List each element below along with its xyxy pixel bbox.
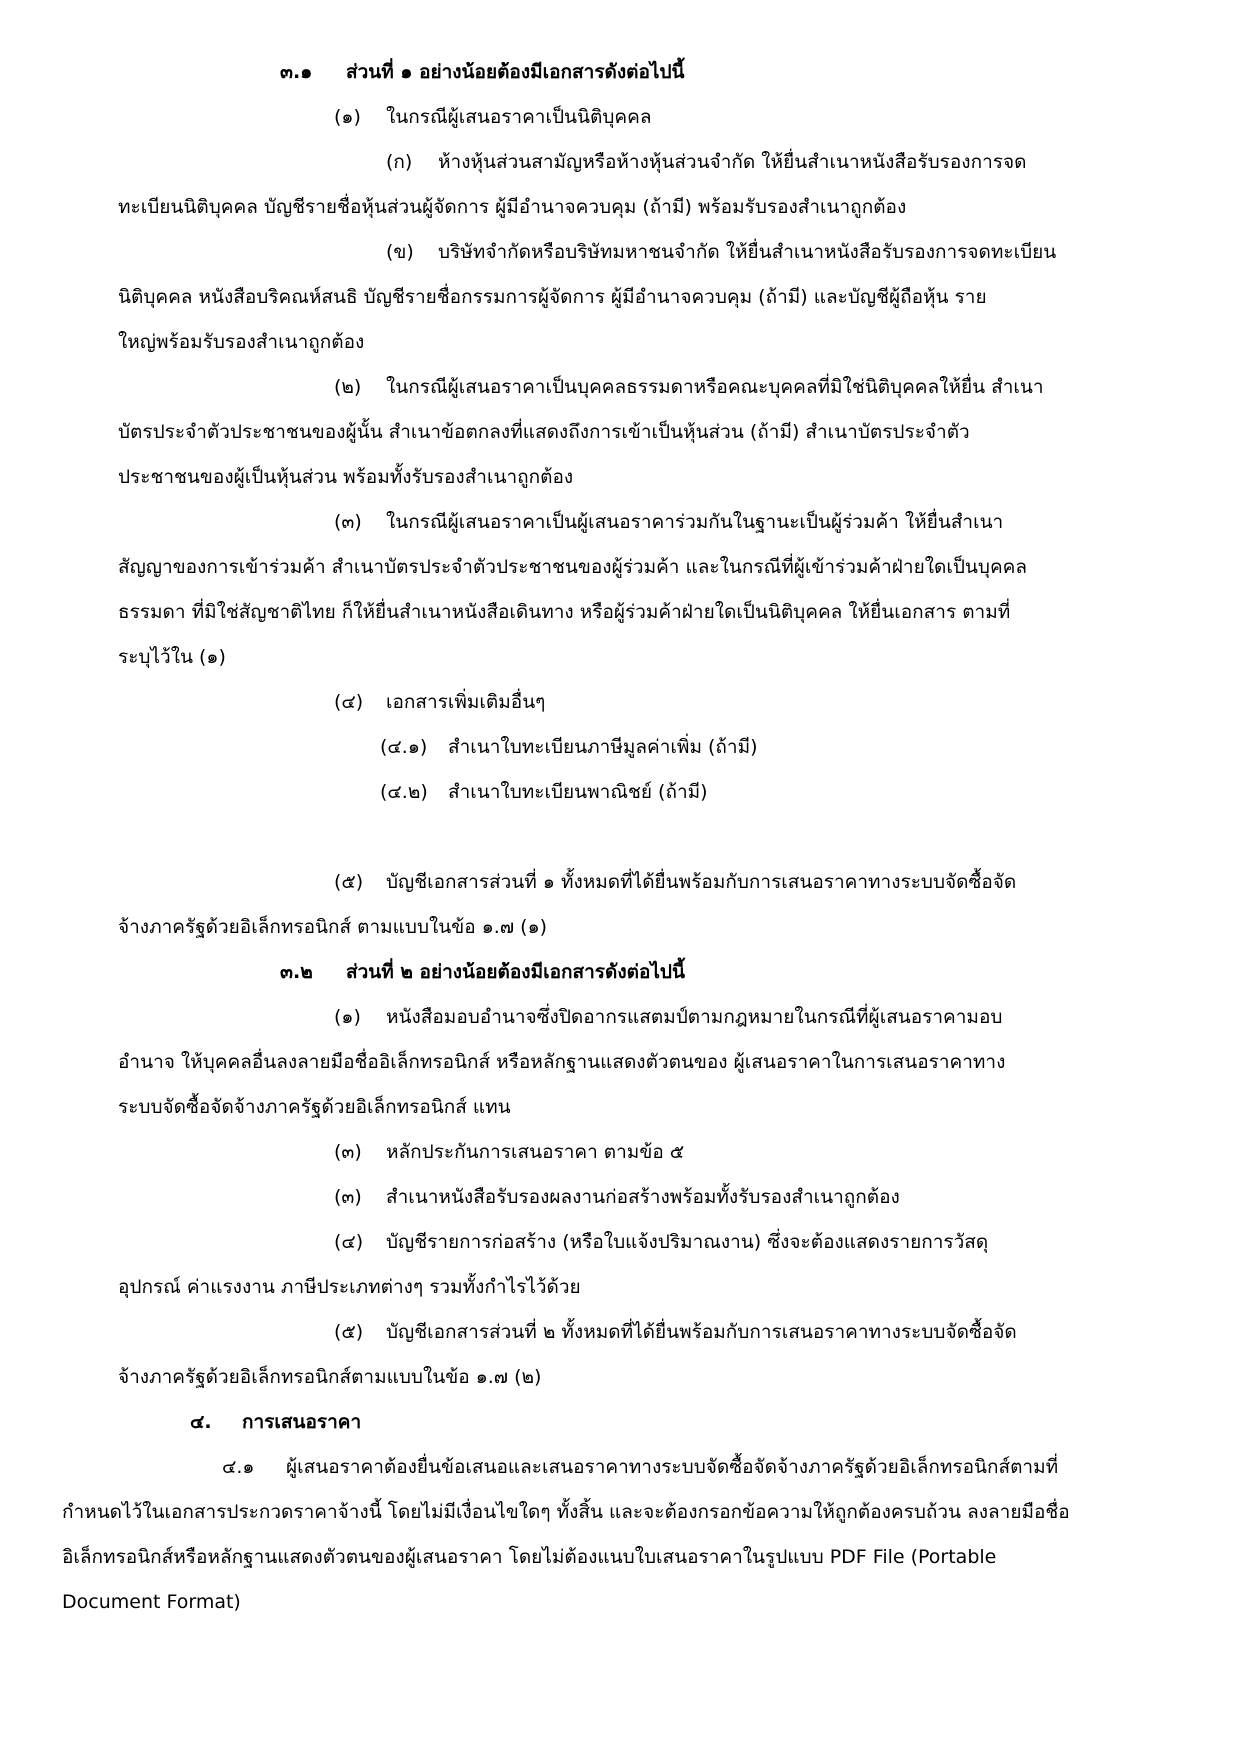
item-number: (๔) xyxy=(334,691,364,713)
item-3-2-3 xyxy=(334,1183,900,1211)
item-number: (๔.๒) xyxy=(380,781,428,803)
item-3-1-3-line-3: ธรรมดา ที่มิใช่สัญชาติไทย ก็ให้ยื่นสำเนาหนังสือเดินทาง หรือผู้ร่วมค้าฝ่ายใดเป็นนิติบุคคล ให้ยื่นเอกสาร ตามที่ xyxy=(118,601,1011,623)
section-number: ๓.๑ xyxy=(280,61,313,83)
item-text: บัญชีเอกสารส่วนที่ ๑ ทั้งหมดที่ได้ยื่นพร้อมกับการเสนอราคาทางระบบจัดซื้อจัด xyxy=(386,871,1017,893)
item-text: สำเนาใบทะเบียนภาษีมูลค่าเพิ่ม (ถ้ามี) xyxy=(448,736,758,758)
item-number: (๓) xyxy=(334,1186,362,1208)
item-3-1-5-line-1 xyxy=(334,868,1016,896)
paragraph-4-1-line-1 xyxy=(222,1453,1058,1481)
item-number: (๕) xyxy=(334,1321,364,1343)
item-number: (๑) xyxy=(334,1006,361,1028)
item-3-2-4-line-2: อุปกรณ์ ค่าแรงงาน ภาษีประเภทต่างๆ รวมทั้งกำไรไว้ด้วย xyxy=(118,1276,581,1298)
item-text: ในกรณีผู้เสนอราคาเป็นนิติบุคคล xyxy=(386,106,652,128)
item-text: หนังสือมอบอำนาจซึ่งปิดอากรแสตมป์ตามกฎหมายในกรณีที่ผู้เสนอราคามอบ xyxy=(386,1006,1003,1028)
item-3-1-3-line-4: ระบุไว้ใน (๑) xyxy=(118,646,226,668)
item-3-1-4-1 xyxy=(380,733,758,761)
item-text: เอกสารเพิ่มเติมอื่นๆ xyxy=(386,691,546,713)
item-3-2-1-line-3: ระบบจัดซื้อจัดจ้างภาครัฐด้วยอิเล็กทรอนิกส์ แทน xyxy=(118,1096,511,1118)
section-3-1-heading xyxy=(280,58,685,86)
item-text: บริษัทจำกัดหรือบริษัทมหาชนจำกัด ให้ยื่นสำเนาหนังสือรับรองการจดทะเบียน xyxy=(438,241,1057,263)
section-number: ๓.๒ xyxy=(280,961,313,983)
item-3-2-1-line-2: อำนาจ ให้บุคคลอื่นลงลายมือชื่ออิเล็กทรอนิกส์ หรือหลักฐานแสดงตัวตนของ ผู้เสนอราคาในการเสนอราคาทาง xyxy=(118,1051,1006,1073)
item-number: (๔.๑) xyxy=(380,736,428,758)
item-3-1-2-line-3: ประชาชนของผู้เป็นหุ้นส่วน พร้อมทั้งรับรองสำเนาถูกต้อง xyxy=(118,466,574,488)
item-number: (๑) xyxy=(334,106,361,128)
item-text: บัญชีรายการก่อสร้าง (หรือใบแจ้งปริมาณงาน) ซึ่งจะต้องแสดงรายการวัสดุ xyxy=(386,1231,989,1253)
item-3-1-ka-line-2: ทะเบียนนิติบุคคล บัญชีรายชื่อหุ้นส่วนผู้จัดการ ผู้มีอำนาจควบคุม (ถ้ามี) พร้อมรับรองสำเนาถูกต้อง xyxy=(118,196,907,218)
item-number: (๔) xyxy=(334,1231,364,1253)
item-number: (๒) xyxy=(334,376,362,398)
section-number: ๔. xyxy=(190,1411,212,1433)
item-3-2-5-line-2: จ้างภาครัฐด้วยอิเล็กทรอนิกส์ตามแบบในข้อ ๑.๗ (๒) xyxy=(118,1366,542,1388)
section-4-heading xyxy=(190,1408,361,1436)
item-3-1-2-line-2: บัตรประจำตัวประชาชนของผู้นั้น สำเนาข้อตกลงที่แสดงถึงการเข้าเป็นหุ้นส่วน (ถ้ามี) สำเนาบัตรประจำตัว xyxy=(118,421,970,443)
item-text: ในกรณีผู้เสนอราคาเป็นผู้เสนอราคาร่วมกันในฐานะเป็นผู้ร่วมค้า ให้ยื่นสำเนา xyxy=(386,511,1004,533)
paragraph-text: ผู้เสนอราคาต้องยื่นข้อเสนอและเสนอราคาทางระบบจัดซื้อจัดจ้างภาครัฐด้วยอิเล็กทรอนิกส์ตามที่ xyxy=(286,1456,1059,1478)
item-3-1-kh-line-1 xyxy=(386,238,1056,266)
section-3-2-heading xyxy=(280,958,685,986)
item-3-1-3-line-1 xyxy=(334,508,1003,536)
item-number: (ก) xyxy=(386,151,413,173)
section-title: การเสนอราคา xyxy=(242,1411,362,1433)
item-number: (๓) xyxy=(334,511,362,533)
item-3-1-ka-line-1 xyxy=(386,148,1026,176)
item-number: (๕) xyxy=(334,871,364,893)
item-3-1-1 xyxy=(334,103,651,131)
item-3-1-3-line-2: สัญญาของการเข้าร่วมค้า สำเนาบัตรประจำตัวประชาชนของผู้ร่วมค้า และในกรณีที่ผู้เข้าร่วมค้าฝ่ายใดเป็นบุคคล xyxy=(118,556,1028,578)
item-3-1-4-2 xyxy=(380,778,708,806)
item-text: ในกรณีผู้เสนอราคาเป็นบุคคลธรรมดาหรือคณะบุคคลที่มิใช่นิติบุคคลให้ยื่น สำเนา xyxy=(386,376,1044,398)
item-3-1-4 xyxy=(334,688,545,716)
paragraph-number: ๔.๑ xyxy=(222,1456,255,1478)
item-3-1-2-line-1 xyxy=(334,373,1044,401)
item-text: บัญชีเอกสารส่วนที่ ๒ ทั้งหมดที่ได้ยื่นพร้อมกับการเสนอราคาทางระบบจัดซื้อจัด xyxy=(386,1321,1017,1343)
paragraph-4-1-line-2: กำหนดไว้ในเอกสารประกวดราคาจ้างนี้ โดยไม่มีเงื่อนไขใดๆ ทั้งสิ้น และจะต้องกรอกข้อความให้ถูกต้องครบถ้วน ลงลายมือชื่อ xyxy=(62,1501,1070,1523)
item-number: (ข) xyxy=(386,241,414,263)
item-3-2-2 xyxy=(334,1138,684,1166)
item-3-2-5-line-1 xyxy=(334,1318,1017,1346)
item-number: (๓) xyxy=(334,1141,362,1163)
item-3-2-4-line-1 xyxy=(334,1228,988,1256)
section-title: ส่วนที่ ๑ อย่างน้อยต้องมีเอกสารดังต่อไปนี้ xyxy=(346,61,685,83)
item-3-2-1-line-1 xyxy=(334,1003,1002,1031)
item-text: สำเนาใบทะเบียนพาณิชย์ (ถ้ามี) xyxy=(448,781,708,803)
item-3-1-5-line-2: จ้างภาครัฐด้วยอิเล็กทรอนิกส์ ตามแบบในข้อ ๑.๗ (๑) xyxy=(118,916,548,938)
item-text: ห้างหุ้นส่วนสามัญหรือห้างหุ้นส่วนจำกัด ให้ยื่นสำเนาหนังสือรับรองการจด xyxy=(438,151,1027,173)
paragraph-4-1-line-4: Document Format) xyxy=(62,1591,241,1613)
item-text: สำเนาหนังสือรับรองผลงานก่อสร้างพร้อมทั้งรับรองสำเนาถูกต้อง xyxy=(386,1186,900,1208)
item-3-1-kh-line-2: นิติบุคคล หนังสือบริคณห์สนธิ บัญชีรายชื่อกรรมการผู้จัดการ ผู้มีอำนาจควบคุม (ถ้ามี) และบัญชีผู้ถือหุ้น ราย xyxy=(118,286,987,308)
item-text: หลักประกันการเสนอราคา ตามข้อ ๕ xyxy=(386,1141,685,1163)
paragraph-4-1-line-3: อิเล็กทรอนิกส์หรือหลักฐานแสดงตัวตนของผู้เสนอราคา โดยไม่ต้องแนบใบเสนอราคาในรูปแบบ PDF File (Portable xyxy=(62,1546,997,1568)
section-title: ส่วนที่ ๒ อย่างน้อยต้องมีเอกสารดังต่อไปนี้ xyxy=(346,961,685,983)
item-3-1-kh-line-3: ใหญ่พร้อมรับรองสำเนาถูกต้อง xyxy=(118,331,365,353)
